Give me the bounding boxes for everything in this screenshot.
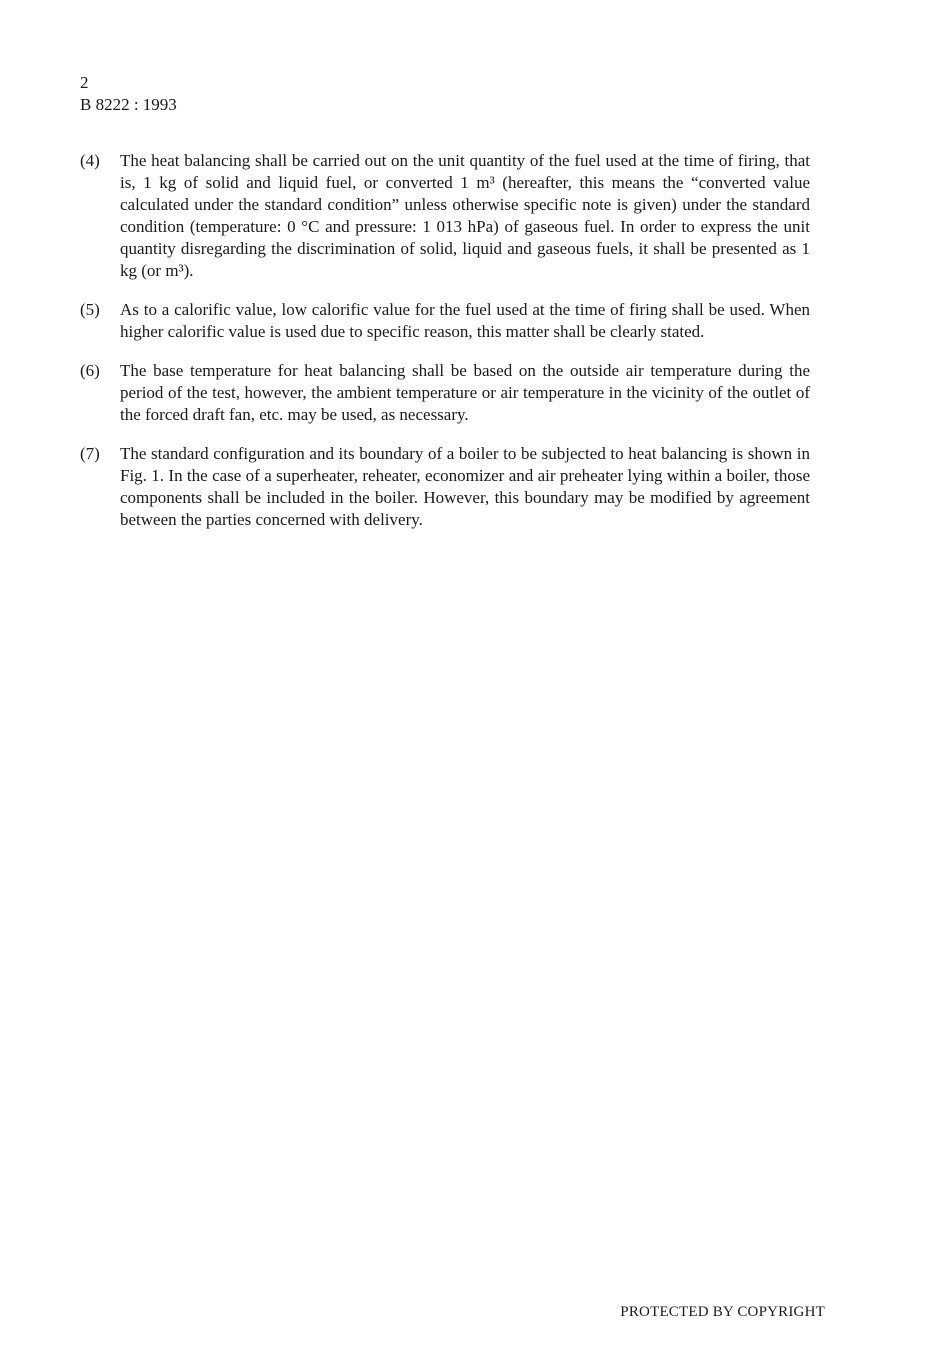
clause-4 (80, 150, 810, 282)
clause-text: The base temperature for heat balancing shall be based on the outside air temperature during the period of the test, however, the ambient temperature or air temperature in the vicinity of the outlet of the forced draft fan, etc. may be used, as necessary. (120, 361, 810, 424)
clause-number: (5) (80, 300, 100, 319)
clause-number: (7) (80, 444, 100, 463)
clause-5 (80, 299, 810, 343)
copyright-notice: PROTECTED BY COPYRIGHT (620, 1304, 825, 1320)
clause-list (80, 150, 810, 548)
clause-text: As to a calorific value, low calorific value for the fuel used at the time of firing shall be used. When higher calorific value is used due to specific reason, this matter shall be clearly stated. (120, 300, 810, 341)
page-number: 2 (80, 73, 89, 92)
clause-text: The standard configuration and its boundary of a boiler to be subjected to heat balancing is shown in Fig. 1. In the case of a superheater, reheater, economizer and air preheater lying within a boiler, those components shall be included in the boiler. However, this boundary may be modified by agreement between the parties concerned with delivery. (120, 444, 810, 529)
clause-number: (4) (80, 151, 100, 170)
page-header (80, 72, 177, 116)
clause-7 (80, 443, 810, 531)
clause-text: The heat balancing shall be carried out on the unit quantity of the fuel used at the time of firing, that is, 1 kg of solid and liquid fuel, or converted 1 m³ (hereafter, this means the “converted value calculated under the standard condition” unless otherwise specific note is given) under the standard condition (temperature: 0 °C and pressure: 1 013 hPa) of gaseous fuel. In order to express the unit quantity disregarding the discrimination of solid, liquid and gaseous fuels, it shall be presented as 1 kg (or m³). (120, 151, 810, 280)
clause-6 (80, 360, 810, 426)
clause-number: (6) (80, 361, 100, 380)
standard-id: B 8222 : 1993 (80, 95, 177, 114)
